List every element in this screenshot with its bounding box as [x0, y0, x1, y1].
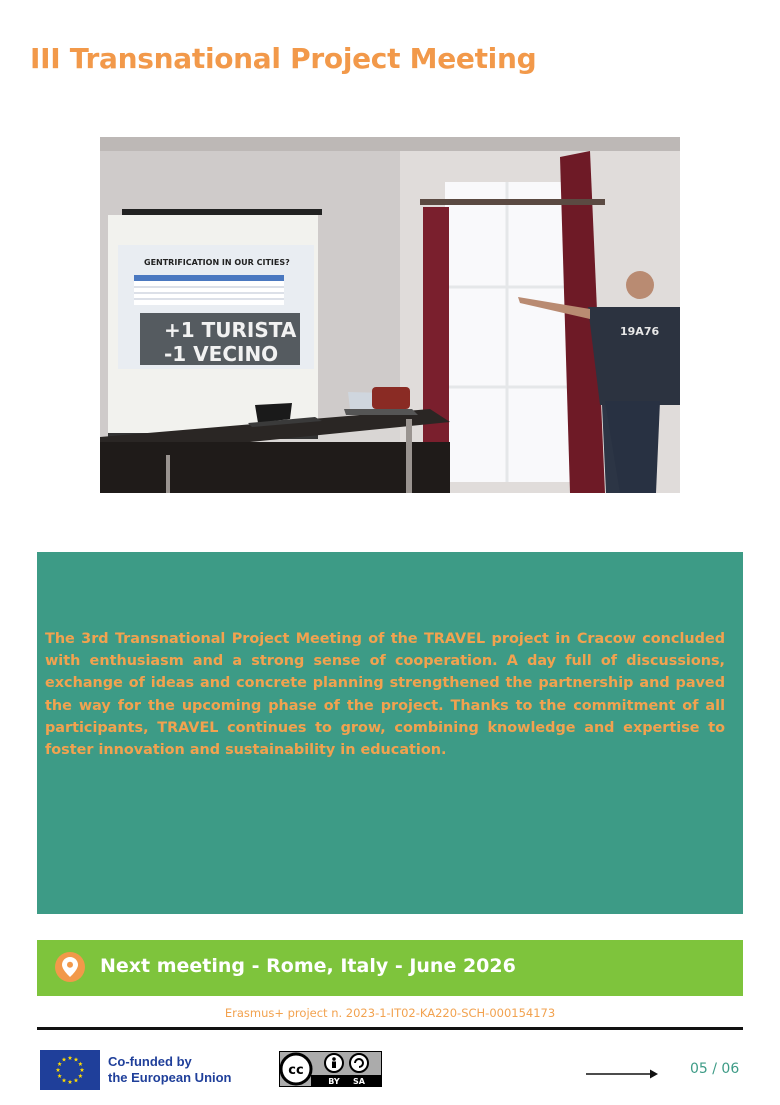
slide-title: GENTRIFICATION IN OUR CITIES? [144, 258, 290, 267]
eu-funding-label [108, 1054, 232, 1086]
eu-flag-icon [40, 1050, 100, 1090]
next-page-arrow-icon[interactable] [586, 1065, 658, 1084]
eu-line-2: the European Union [108, 1070, 232, 1085]
eu-star [62, 1078, 67, 1082]
eu-star [68, 1056, 73, 1060]
eu-star [57, 1062, 62, 1066]
summary-paragraph: The 3rd Transnational Project Meeting of the TRAVEL project in Cracow concluded with enthusiasm and a strong sense of cooperation. A day full of discussions, exchange of ideas and concrete planning strengthened the partnership and paved the way for the upcoming phase of the project. Thanks to the commitment of all participants, TRAVEL continues to grow, combining knowledge and expertise to foster innovation and sustainability in education. [45, 631, 725, 759]
eu-star [56, 1068, 61, 1072]
eu-star [78, 1062, 83, 1066]
page-number: 05 / 06 [690, 1061, 740, 1077]
meeting-photo [100, 137, 680, 493]
eu-star [74, 1057, 79, 1061]
eu-star [57, 1074, 62, 1078]
footer-divider [37, 1027, 743, 1030]
slide-line-2: -1 VECINO [164, 342, 279, 366]
location-pin-icon [55, 952, 85, 982]
eu-star [74, 1078, 79, 1082]
cc-sa-label: SA [353, 1077, 365, 1086]
summary-box [37, 552, 743, 914]
eu-star [78, 1074, 83, 1078]
project-number: Erasmus+ project n. 2023-1-IT02-KA220-SCH-000154173 [224, 1006, 556, 1020]
page-title: III Transnational Project Meeting [30, 42, 537, 75]
slide-line-1: +1 TURISTA [164, 318, 297, 342]
svg-text:cc: cc [288, 1063, 304, 1078]
shirt-print: 19A76 [620, 325, 660, 338]
eu-star [62, 1057, 67, 1061]
eu-star [68, 1080, 73, 1084]
next-meeting-text: Next meeting - Rome, Italy - June 2026 [100, 955, 516, 977]
eu-line-1: Co-funded by [108, 1054, 192, 1069]
next-meeting-banner [37, 940, 743, 996]
cc-by-label: BY [328, 1077, 340, 1086]
cc-by-sa-license-icon [279, 1051, 382, 1087]
eu-star [80, 1068, 85, 1072]
